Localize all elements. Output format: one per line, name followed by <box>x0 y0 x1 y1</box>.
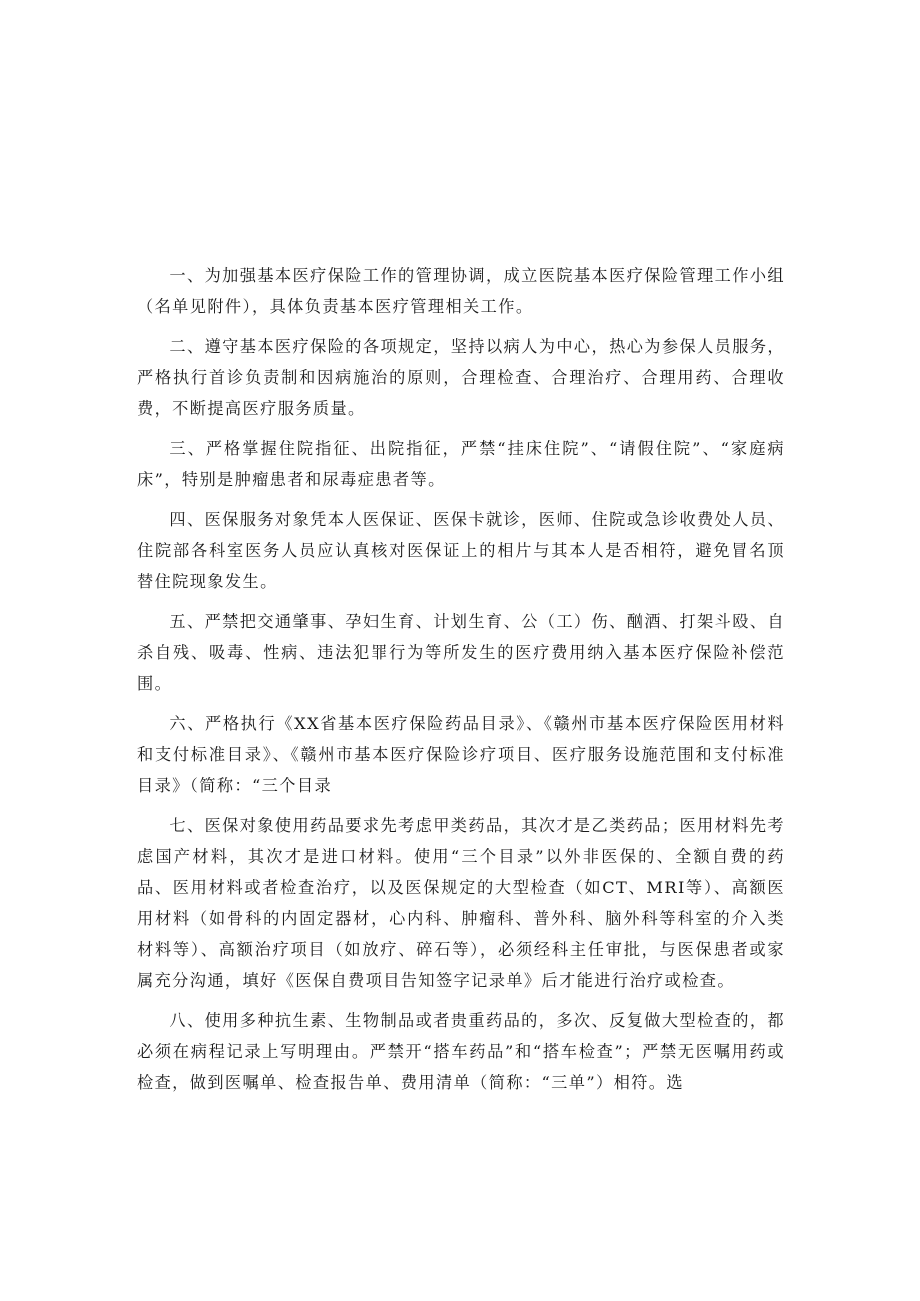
paragraph-7: 七、医保对象使用药品要求先考虑甲类药品，其次才是乙类药品；医用材料先考虑国产材料，其次才是进口材料。使用“三个目录”以外非医保的、全额自费的药品、医用材料或者检查治疗，以及医保规定的大型检查（如CT、MRI等）、高额医用材料（如骨科的内固定器材，心内科、肿瘤科、普外科、脑外科等科室的介入类材料等）、高额治疗项目（如放疗、碎石等），必须经科主任审批，与医保患者或家属充分沟通，填好《医保自费项目告知签字记录单》后才能进行治疗或检查。 <box>137 816 785 990</box>
paragraph-8: 八、使用多种抗生素、生物制品或者贵重药品的，多次、反复做大型检查的，都必须在病程记录上写明理由。严禁开“搭车药品”和“搭车检查”；严禁无医嘱用药或检查，做到医嘱单、检查报告单、费用清单（简称：“三单”）相符。选 <box>137 1011 785 1092</box>
paragraph-3: 三、严格掌握住院指征、出院指征，严禁“挂床住院”、“请假住院”、“家庭病床”，特别是肿瘤患者和尿毒症患者等。 <box>137 439 785 489</box>
paragraph-2: 二、遵守基本医疗保险的各项规定，坚持以病人为中心，热心为参保人员服务，严格执行首诊负责制和因病施治的原则，合理检查、合理治疗、合理用药、合理收费，不断提高医疗服务质量。 <box>137 337 785 418</box>
paragraph-4: 四、医保服务对象凭本人医保证、医保卡就诊，医师、住院或急诊收费处人员、住院部各科室医务人员应认真核对医保证上的相片与其本人是否相符，避免冒名顶替住院现象发生。 <box>137 510 785 591</box>
paragraph-6: 六、严格执行《XX省基本医疗保险药品目录》、《赣州市基本医疗保险医用材料和支付标准目录》、《赣州市基本医疗保险诊疗项目、医疗服务设施范围和支付标准目录》（简称：“三个目录 <box>137 714 785 795</box>
paragraph-1: 一、为加强基本医疗保险工作的管理协调，成立医院基本医疗保险管理工作小组（名单见附件），具体负责基本医疗管理相关工作。 <box>137 266 785 316</box>
paragraph-5: 五、严禁把交通肇事、孕妇生育、计划生育、公（工）伤、酗酒、打架斗殴、自杀自残、吸毒、性病、违法犯罪行为等所发生的医疗费用纳入基本医疗保险补偿范围。 <box>137 612 785 693</box>
document-body <box>137 260 785 1107</box>
